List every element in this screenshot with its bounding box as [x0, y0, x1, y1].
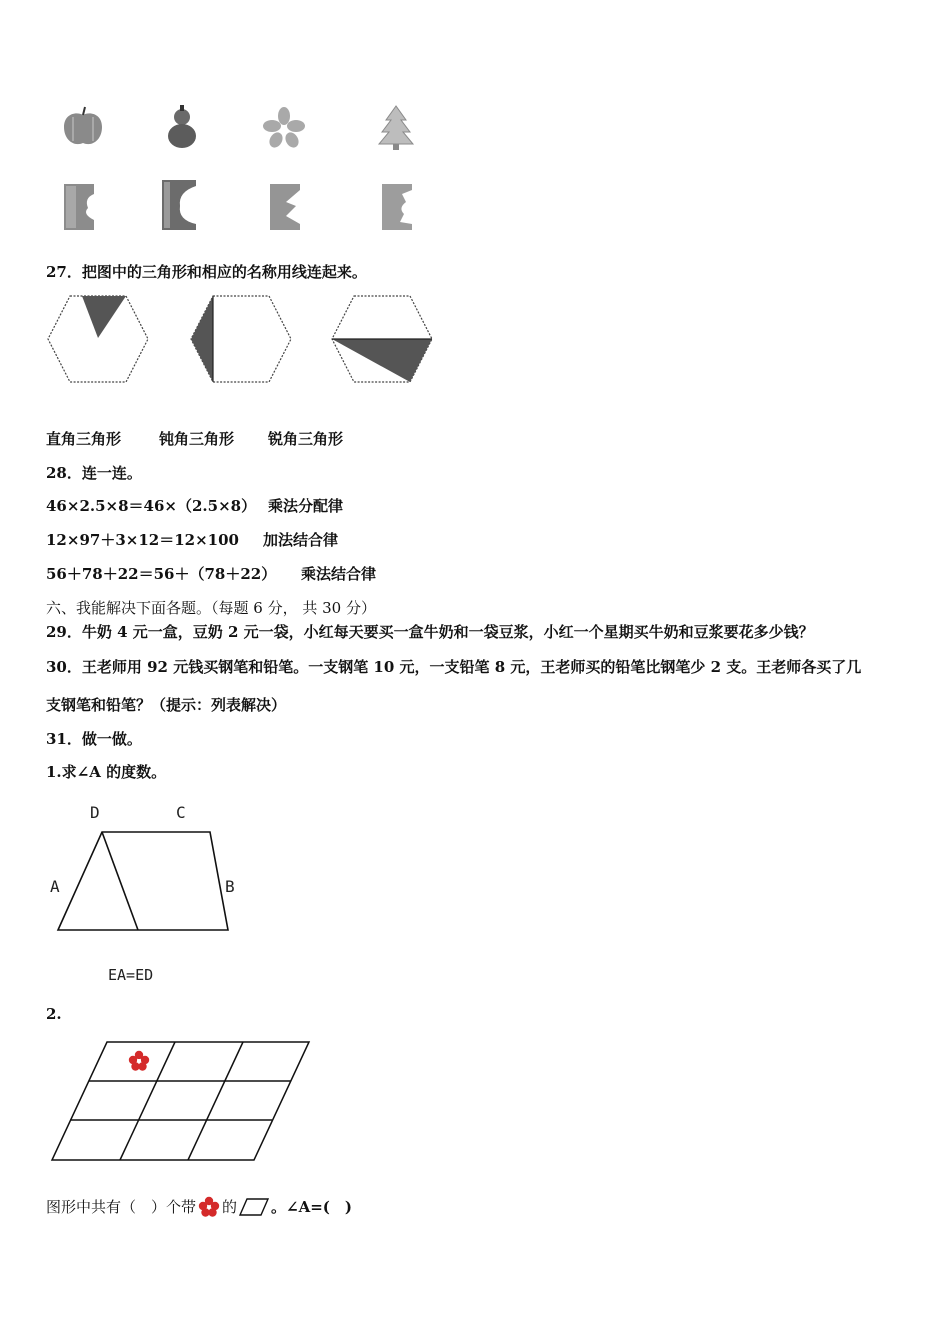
match-expression-3: 56＋78＋22＝56＋（78＋22） [46, 565, 277, 583]
cutout-card-2 [160, 178, 200, 232]
gourd-icon [163, 103, 201, 151]
question-31-part-2-number: 2. [46, 1005, 62, 1023]
condition-note: EA=ED [108, 966, 154, 984]
vertex-label-a: A [50, 877, 60, 896]
section-6-heading: 六、我能解决下面各题。（每题 6 分， 共 30 分） [46, 599, 376, 617]
triangle-name-right: 直角三角形 [46, 430, 122, 448]
match-expression-1: 46×2.5×8＝46×（2.5×8） [46, 497, 257, 515]
question-31-part-2-answer [46, 1196, 352, 1218]
vertex-label-d: D [90, 803, 100, 822]
hexagon-figure-2 [189, 294, 293, 384]
match-expression-2: 12×97＋3×12＝12×100 [46, 531, 239, 549]
question-30-line-1: 30．王老师用 92 元钱买钢笔和铅笔。一支钢笔 10 元，一支铅笔 8 元，王老师买的铅笔比钢笔少 2 支。王老师各买了几 [46, 658, 862, 676]
cutout-card-1 [62, 182, 102, 232]
cutout-card-3 [268, 182, 308, 232]
trapezoid-figure [56, 830, 232, 934]
match-law-1: 乘法分配律 [268, 497, 344, 515]
answer-text-b: 的 [222, 1198, 238, 1216]
hexagon-figure-1 [46, 294, 150, 384]
question-27-text: 27．把图中的三角形和相应的名称用线连起来。 [46, 263, 367, 281]
hexagon-figure-3 [330, 294, 434, 384]
parallelogram-grid [50, 1040, 312, 1162]
apple-icon [60, 105, 106, 151]
match-law-2: 加法结合律 [263, 531, 339, 549]
question-29-text: 29．牛奶 4 元一盒，豆奶 2 元一袋，小红每天要买一盒牛奶和一袋豆浆，小红一个星期买牛奶和豆浆要花多少钱？ [46, 623, 814, 641]
triangle-name-acute: 锐角三角形 [268, 430, 344, 448]
flower-mark-icon [128, 1050, 150, 1072]
question-31-part-1-text: 1.求∠A 的度数。 [46, 763, 167, 781]
match-law-3: 乘法结合律 [301, 565, 377, 583]
cutout-card-4 [380, 182, 424, 232]
question-28-text: 28．连一连。 [46, 464, 142, 482]
flower-inline-icon [198, 1196, 220, 1218]
tree-icon [376, 104, 416, 152]
vertex-label-b: B [225, 877, 235, 896]
triangle-name-obtuse: 钝角三角形 [159, 430, 235, 448]
vertex-label-c: C [176, 803, 186, 822]
question-30-line-2: 支钢笔和铅笔？（提示：列表解决） [46, 696, 287, 714]
answer-text-c: 。∠A=( ) [271, 1198, 353, 1216]
flower-icon [262, 106, 306, 150]
answer-text-a: 图形中共有（ ）个带 [46, 1198, 197, 1216]
question-31-text: 31．做一做。 [46, 730, 142, 748]
parallelogram-inline-icon [239, 1198, 269, 1216]
